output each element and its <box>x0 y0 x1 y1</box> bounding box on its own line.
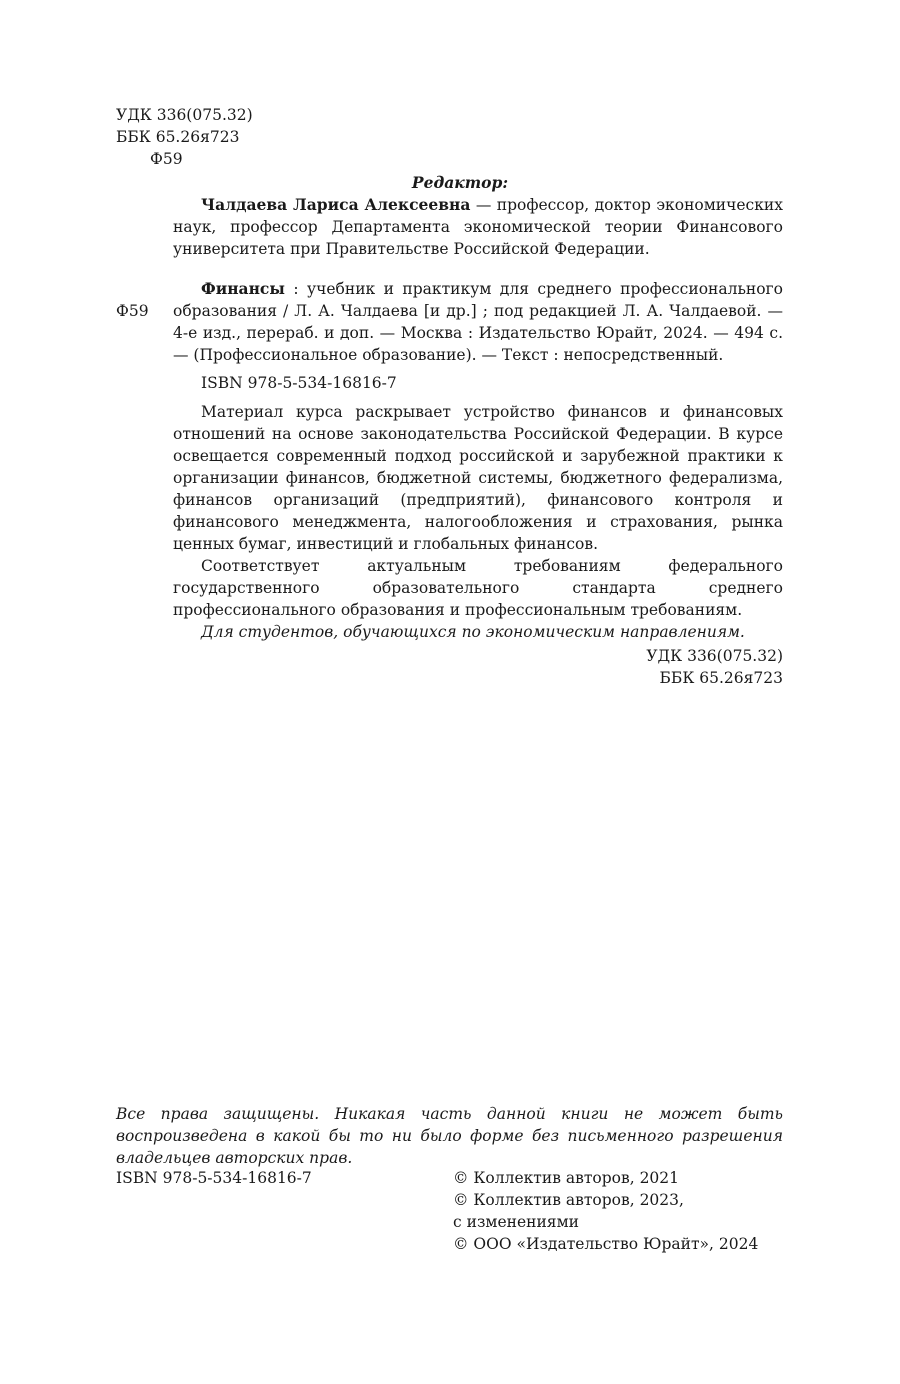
bbk-code: ББК 65.26я723 <box>116 128 240 146</box>
abstract-paragraph: Соответствует актуальным требованиям федерального государственного образовательного стандарта среднего профессионального образования и профессиональным требованиям. <box>173 557 783 619</box>
bib-author-index: Ф59 <box>116 302 149 320</box>
abstract-paragraph: Материал курса раскрывает устройство финансов и финансовых отношений на основе законодательства Российской Федерации. В курсе освещается современный подход российской и зарубежной практики к организации финансов, бюджетной системы, бюджетного федерализма, финансов организаций (предприятий), финансового контроля и финансового менеджмента, налогообложения и страхования, рынка ценных бумаг, инвестиций и глобальных финансов. <box>173 403 783 553</box>
editor-name: Чалдаева Лариса Алексеевна <box>201 195 471 214</box>
bibliographic-record <box>173 278 783 366</box>
isbn: ISBN 978-5-534-16816-7 <box>201 374 397 392</box>
bib-details: : учебник и практикум для среднего профессионального образования / Л. А. Чалдаева [и др.] ; под редакцией Л. А. Чалдаевой. — 4-е изд., перераб. и доп. — Москва : Издательство Юрайт, 2024. — 494 с. — (Профессиональное образование). — Текст : непосредственный. <box>173 280 783 364</box>
udk-code: УДК 336(075.32) <box>646 647 783 665</box>
bbk-code: ББК 65.26я723 <box>659 669 783 687</box>
book-title: Финансы <box>201 279 285 298</box>
audience-note: Для студентов, обучающихся по экономическим направлениям. <box>201 623 745 641</box>
copyright-line: © Коллектив авторов, 2023, <box>453 1191 684 1209</box>
abstract <box>173 401 783 643</box>
classification-block <box>116 104 253 170</box>
copyright-list <box>453 1167 758 1255</box>
editor-description <box>173 194 783 260</box>
editor-bio: — профессор, доктор экономических наук, профессор Департамента экономической теории Финансового университета при Правительстве Российской Федерации. <box>173 196 783 258</box>
rights-notice: Все права защищены. Никакая часть данной книги не может быть воспроизведена в какой бы то ни было форме без письменного разрешения владельцев авторских прав. <box>116 1105 783 1167</box>
copyright-line: с изменениями <box>453 1213 579 1231</box>
editor-heading: Редактор: <box>411 173 509 192</box>
footer-isbn: ISBN 978-5-534-16816-7 <box>116 1169 312 1187</box>
copyright-line: © Коллектив авторов, 2021 <box>453 1169 680 1187</box>
classification-right <box>583 645 783 689</box>
udk-code: УДК 336(075.32) <box>116 106 253 124</box>
author-index: Ф59 <box>150 150 183 168</box>
copyright-line: © ООО «Издательство Юрайт», 2024 <box>453 1235 759 1253</box>
